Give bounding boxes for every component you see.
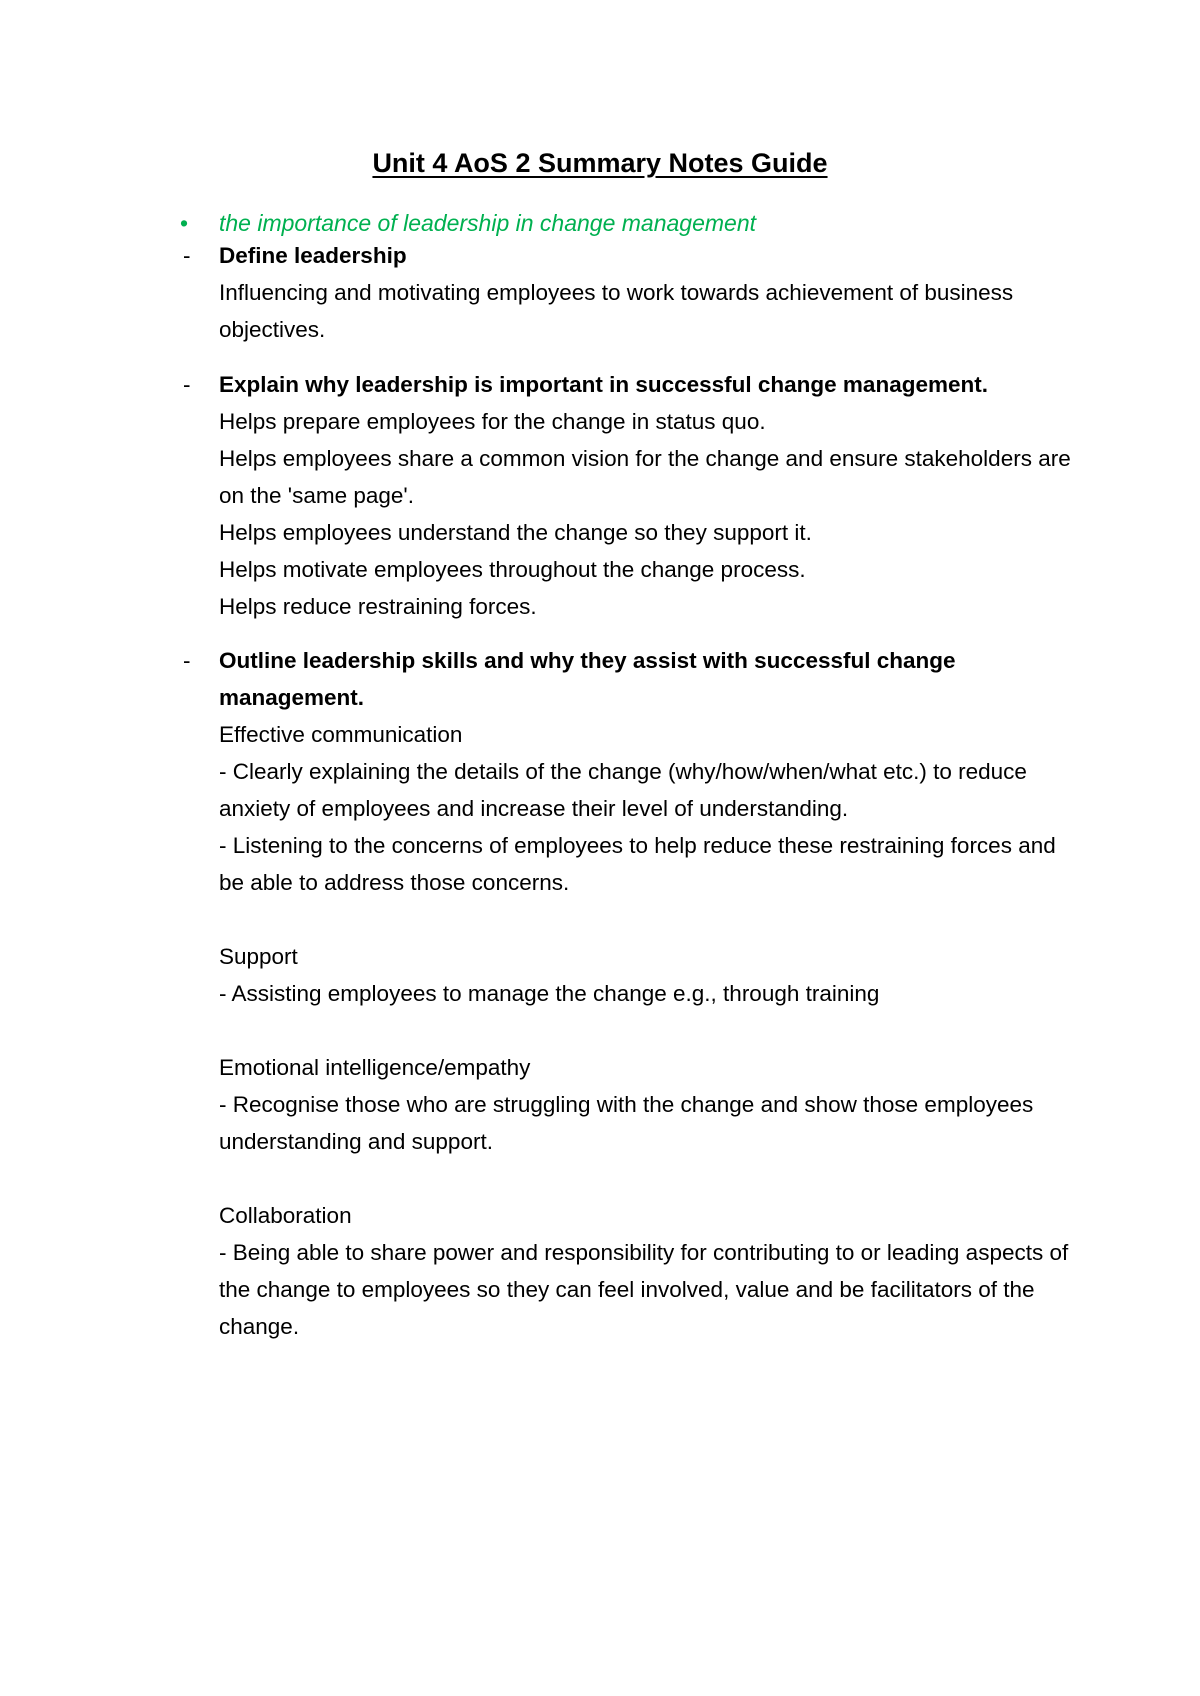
skill-point: - Assisting employees to manage the change e.g., through training	[219, 981, 880, 1006]
bullet-icon: •	[180, 210, 189, 236]
paragraph-gap	[219, 1160, 1083, 1197]
topic-bullet-item	[180, 205, 757, 241]
section-line: Helps reduce restraining forces.	[219, 594, 537, 619]
section-line: Helps employees share a common vision for the change and ensure stakeholders are on the 'same page'.	[219, 446, 1071, 508]
paragraph-gap	[219, 901, 1083, 938]
skill-name: Effective communication	[219, 722, 463, 747]
section-heading: Outline leadership skills and why they assist with successful change management.	[219, 648, 956, 710]
section-line: Helps employees understand the change so they support it.	[219, 520, 812, 545]
topic-text: the importance of leadership in change management	[219, 210, 757, 236]
skill-point: - Clearly explaining the details of the change (why/how/when/what etc.) to reduce anxiety of employees and increase their level of understanding.	[219, 759, 1027, 821]
section-line: Helps prepare employees for the change in status quo.	[219, 409, 766, 434]
section-leadership-skills	[183, 642, 1083, 1345]
section-heading: Define leadership	[219, 243, 407, 268]
section-line: Influencing and motivating employees to work towards achievement of business objectives.	[219, 280, 1014, 342]
paragraph-gap	[219, 1012, 1083, 1049]
skill-point: - Listening to the concerns of employees to help reduce these restraining forces and be able to address those concerns.	[219, 833, 1056, 895]
skill-point: - Recognise those who are struggling with the change and show those employees understanding and support.	[219, 1092, 1034, 1154]
dash-marker: -	[183, 372, 191, 397]
dash-marker: -	[183, 648, 191, 673]
skill-point: - Being able to share power and responsibility for contributing to or leading aspects of the change to employees so they can feel involved, value and be facilitators of the change.	[219, 1240, 1069, 1339]
section-define-leadership	[183, 237, 1083, 348]
skill-name: Collaboration	[219, 1203, 352, 1228]
skill-name: Support	[219, 944, 298, 969]
section-line: Helps motivate employees throughout the change process.	[219, 557, 806, 582]
skill-name: Emotional intelligence/empathy	[219, 1055, 531, 1080]
page-title: Unit 4 AoS 2 Summary Notes Guide	[372, 148, 828, 178]
dash-marker: -	[183, 243, 191, 268]
section-heading: Explain why leadership is important in successful change management.	[219, 372, 988, 397]
section-why-leadership-important	[183, 366, 1083, 625]
